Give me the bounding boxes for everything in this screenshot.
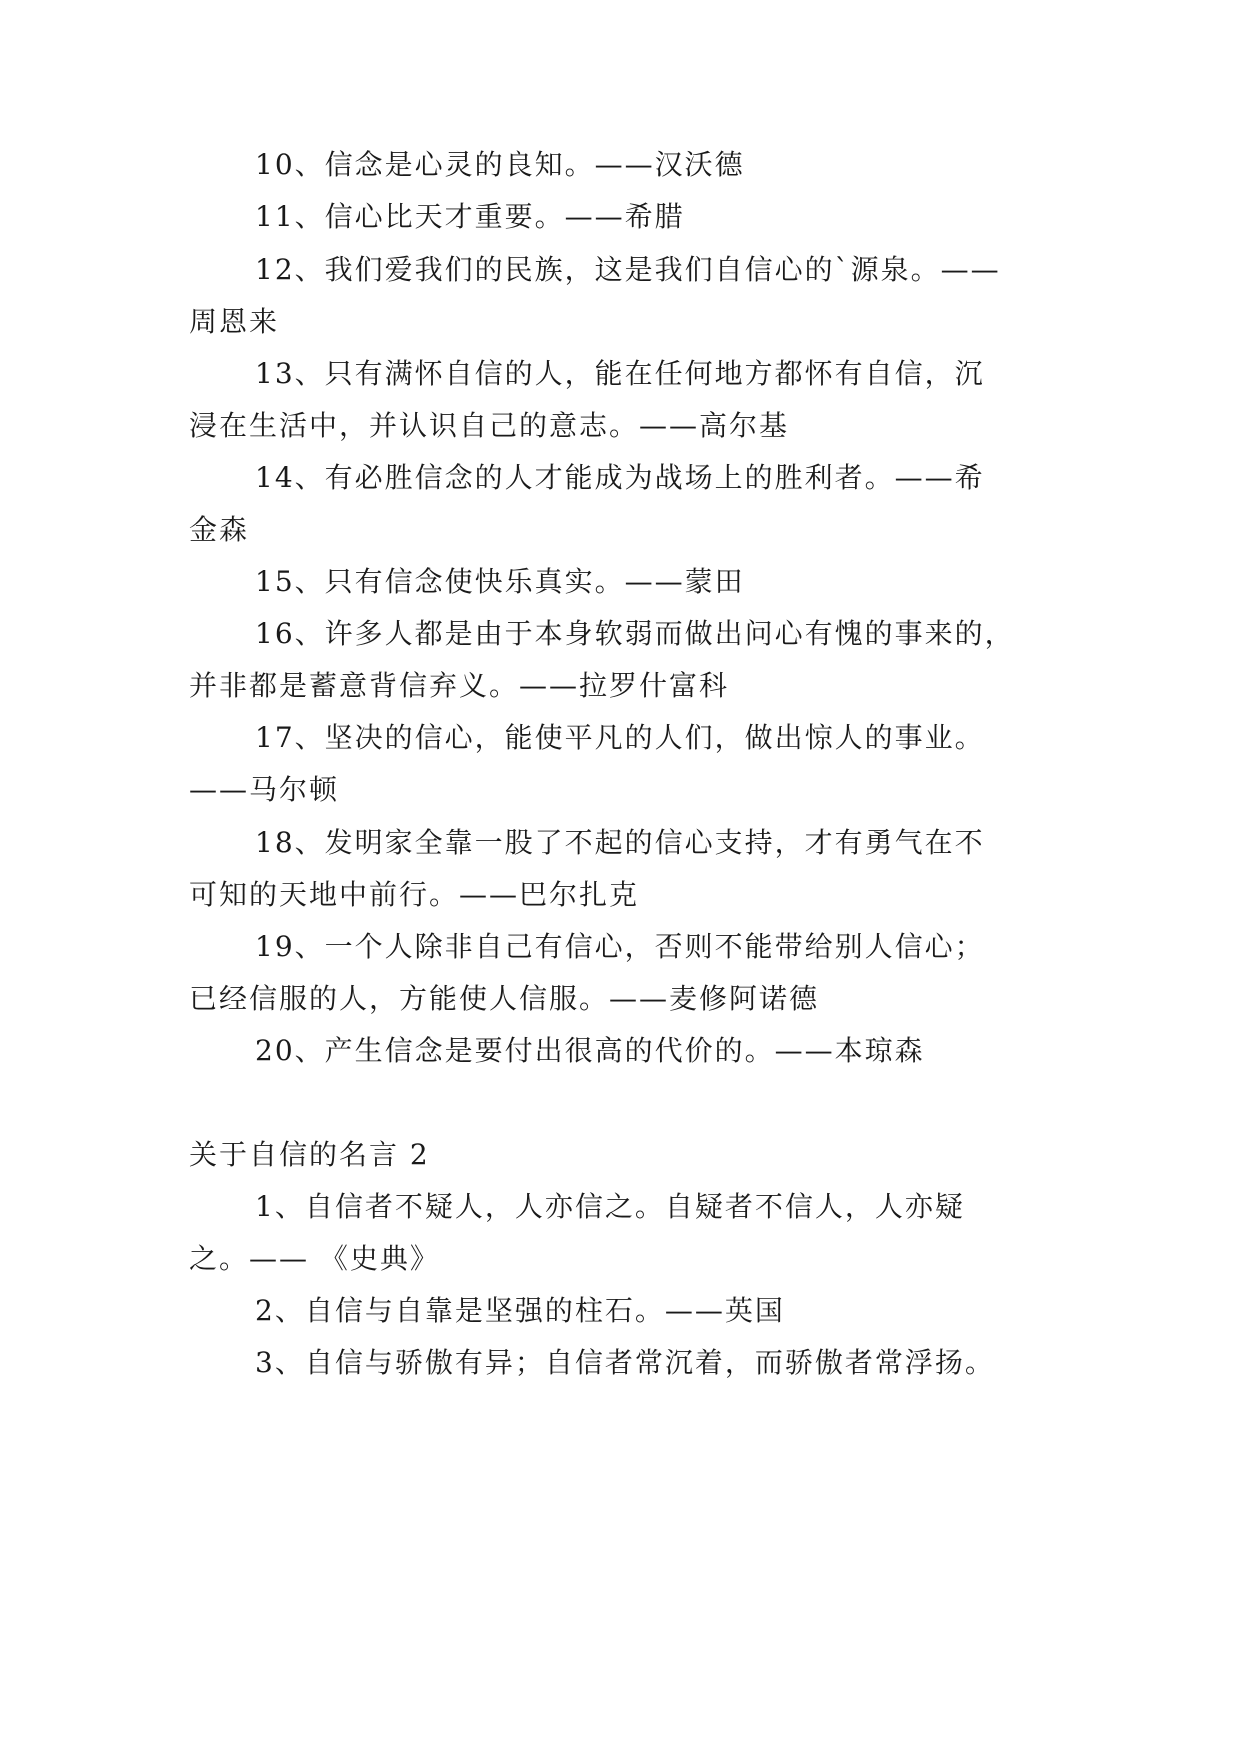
quote-line-continuation: 浸在生活中，并认识自己的意志。——高尔基 <box>189 409 790 442</box>
quote-line: 10、信念是心灵的良知。——汉沃德 <box>255 148 745 181</box>
quote-line: 18、发明家全靠一股了不起的信心支持，才有勇气在不 <box>255 826 985 859</box>
quote-line: 14、有必胜信念的人才能成为战场上的胜利者。——希 <box>255 461 985 494</box>
quote-line: 3、自信与骄傲有异；自信者常沉着，而骄傲者常浮扬。 <box>255 1346 995 1379</box>
quote-line-continuation: 并非都是蓄意背信弃义。——拉罗什富科 <box>189 669 730 702</box>
section-heading: 关于自信的名言 2 <box>189 1138 430 1171</box>
quote-line-continuation: 之。—— 《史典》 <box>189 1242 440 1275</box>
quote-line-continuation: 周恩来 <box>189 305 280 338</box>
quote-line-continuation: ——马尔顿 <box>189 773 340 806</box>
quote-line: 17、坚决的信心，能使平凡的人们，做出惊人的事业。 <box>255 721 985 754</box>
quote-line-continuation: 可知的天地中前行。——巴尔扎克 <box>189 878 640 911</box>
quote-line: 11、信心比天才重要。——希腊 <box>255 200 685 233</box>
quote-line: 16、许多人都是由于本身软弱而做出问心有愧的事来的， <box>255 617 1015 650</box>
quote-line-continuation: 已经信服的人，方能使人信服。——麦修阿诺德 <box>189 982 820 1015</box>
quote-line: 12、我们爱我们的民族，这是我们自信心的`源泉。—— <box>255 253 1001 286</box>
quote-line: 15、只有信念使快乐真实。——蒙田 <box>255 565 745 598</box>
quote-line: 1、自信者不疑人，人亦信之。自疑者不信人，人亦疑 <box>255 1190 965 1223</box>
quote-line-continuation: 金森 <box>189 513 250 546</box>
quote-line: 13、只有满怀自信的人，能在任何地方都怀有自信，沉 <box>255 357 985 390</box>
quote-line: 20、产生信念是要付出很高的代价的。——本琼森 <box>255 1034 925 1067</box>
quote-line: 19、一个人除非自己有信心，否则不能带给别人信心； <box>255 930 985 963</box>
quote-line: 2、自信与自靠是坚强的柱石。——英国 <box>255 1294 785 1327</box>
